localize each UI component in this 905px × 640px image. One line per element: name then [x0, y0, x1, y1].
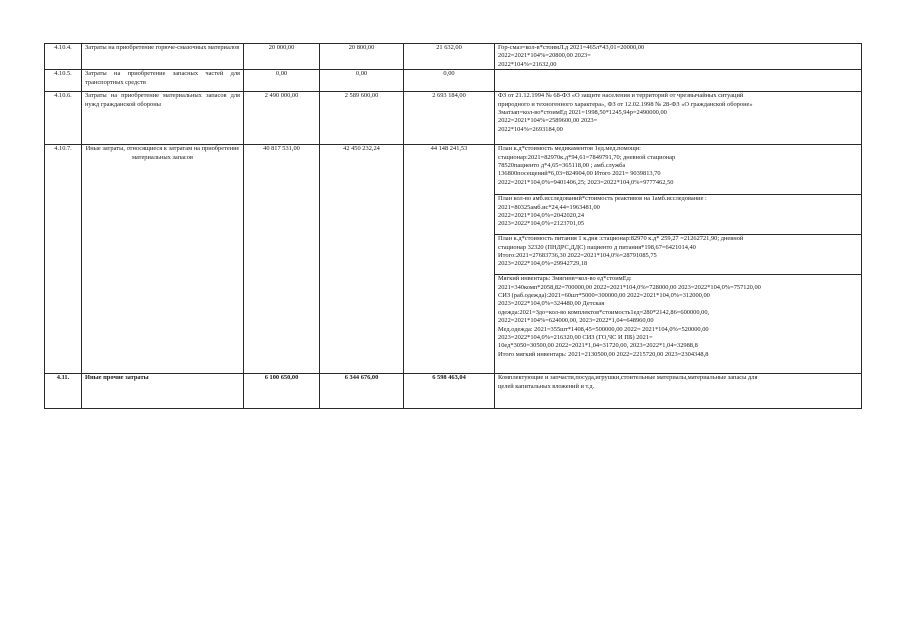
description-line: 2022=2021*104%=20800,00 2023= — [498, 52, 591, 60]
description-line: 136800посещений*6,03=824904,00 Итого 2021= 9039813,70 — [498, 170, 661, 178]
description-line: 2021=340комп*2058,82=700000,00 2022=2021*104,0%=728000,00 2023=2022*104,0%=757120,00 — [498, 283, 761, 291]
description-line: одежда:2021=Здо=кол-во комплектов*стоимость1ед=280*2142,86=600000,00, — [498, 308, 710, 316]
description-line: 2022=2021*104,0%=9401406,25; 2023=2022*104,0%=9777462,50 — [498, 178, 674, 186]
description-line: 2021=80325амб.ис*24,44=1963481,00 — [498, 203, 600, 211]
description-line: 2022*104%=2693184,00 — [498, 125, 563, 133]
row-code: 4.10.4. — [45, 44, 82, 70]
description-line: Итого мягкий инвентарь: 2021=2130500,00 2022=2215720,00 2023=2304348,8 — [498, 350, 709, 358]
value-2021: 0,00 — [244, 70, 320, 92]
description-line: стационар 32320 (ПНДРС,ДДС) пациенто д питания*198,67=6421014,40 — [498, 243, 696, 251]
description-line: 10ед*3050=30500,00 2022=2021*1,04=31720,00, 2023=2022*1,04=32988,8 — [498, 342, 698, 350]
description-line: СИЗ (раб.одежда):2021=60шт*5000=300000,00 2022=2021*104,0%=312000,00 — [498, 292, 710, 300]
row-description — [495, 235, 862, 275]
row-description — [495, 145, 862, 195]
value-2022: 6 344 676,00 — [320, 374, 404, 409]
row-name: Иные затраты, относящиеся к затратам на приобретение материальных запасов — [82, 145, 244, 374]
description-line: 2023=2022*104,0%=216320,00 СИЗ (ГО,ЧС И ПБ) 2021= — [498, 334, 653, 342]
description-line: 2023=2022*104,0%=324480,00 Детская — [498, 300, 605, 308]
description-line: природного и техногенного характера», ФЗ от 12.02.1998 № 28-ФЗ «О гражданской обороне» — [498, 100, 753, 108]
description-line: 78520пациенто д*4,65=365118,00 ; амб.служба — [498, 162, 626, 170]
value-2021: 2 490 000,00 — [244, 92, 320, 145]
row-code: 4.10.5. — [45, 70, 82, 92]
description-line: План к.д*стоимость питания 1 к.дня :стационар:82970 к.д* 259,27 =21262721,90; дневной — [498, 235, 744, 243]
expenses-table — [44, 43, 862, 409]
row-name: Иные прочие затраты — [82, 374, 244, 409]
value-2022: 0,00 — [320, 70, 404, 92]
table-row — [45, 70, 862, 92]
value-2023: 21 632,00 — [404, 44, 495, 70]
row-name: Затраты на приобретение материальных запасов для нужд гражданской обороны — [82, 92, 244, 145]
value-2022: 2 589 600,00 — [320, 92, 404, 145]
description-line: 2023=2022*104,0%=2123701,05 — [498, 220, 585, 228]
value-2023: 6 598 463,04 — [404, 374, 495, 409]
value-2022: 20 800,00 — [320, 44, 404, 70]
description-line: Мягкий инвентарь: Змягинв=кол-во ед*стоимЕд: — [498, 275, 632, 283]
row-name: Затраты на приобретение горюче-смазочных материалов — [82, 44, 244, 70]
row-code: 4.11. — [45, 374, 82, 409]
description-line: ФЗ от 21.12.1994 № 68-ФЗ «О защите населения и территорий от чрезвычайных ситуаций — [498, 92, 744, 100]
value-2023: 2 693 184,00 — [404, 92, 495, 145]
table-row — [45, 44, 862, 70]
row-description — [495, 44, 862, 70]
description-line: 2022=2021*104%=624000,00, 2023=2022*1,04=648960,00 — [498, 317, 654, 325]
description-line: 2022=2021*104,0%=2042020,24 — [498, 212, 585, 220]
value-2023: 44 148 241,53 — [404, 145, 495, 374]
row-description — [495, 195, 862, 235]
description-line: План кол-во амб.исследований*стоимость реактивов на 1амб.исследование : — [498, 195, 707, 203]
row-description — [495, 275, 862, 374]
row-name: Затраты на приобретение запасных частей для транспортных средств — [82, 70, 244, 92]
row-description — [495, 92, 862, 145]
description-line: Гор-смаз=кол-в*стоимЛ.д 2021=465л*43,01=20000,00 — [498, 44, 645, 51]
description-line: Итого:2021=27683736,30 2022=2021*104,0%=28791085,75 — [498, 252, 657, 260]
description-line: План к.д*стоимость медикаментов 1ед.мед.помощи: — [498, 145, 641, 153]
description-line: стационар:2021=82970к.д*94,61=7849791,70; дневной стационар — [498, 153, 676, 161]
row-code: 4.10.6. — [45, 92, 82, 145]
row-code: 4.10.7. — [45, 145, 82, 374]
description-line: 2022*104%=21632,00 — [498, 60, 557, 68]
value-2022: 42 450 232,24 — [320, 145, 404, 374]
value-2021: 40 817 531,00 — [244, 145, 320, 374]
table-row — [45, 374, 862, 409]
row-description — [495, 374, 862, 409]
row-description — [495, 70, 862, 92]
value-2023: 0,00 — [404, 70, 495, 92]
description-line: 2023=2022*104,0%=29942729,18 — [498, 260, 588, 268]
description-line: Комплектующие и запчасти,посуда,игрушки,стоительные материалы,материальные запасы для — [498, 374, 758, 382]
table-row — [45, 92, 862, 145]
description-line: Зматзап=кол-во*стоимЕд 2021=1998,50*1245,94р=2490000,00 — [498, 109, 667, 117]
description-line: 2022=2021*104%=2589600,00 2023= — [498, 117, 598, 125]
value-2021: 6 100 650,00 — [244, 374, 320, 409]
description-line: целей капитальных вложений и т.д. — [498, 382, 595, 390]
table-row — [45, 145, 862, 195]
value-2021: 20 000,00 — [244, 44, 320, 70]
description-line: Мед.одежда: 2021=355шт*1408,45=500000,00 2022= 2021*104,0%=520000,00 — [498, 325, 709, 333]
